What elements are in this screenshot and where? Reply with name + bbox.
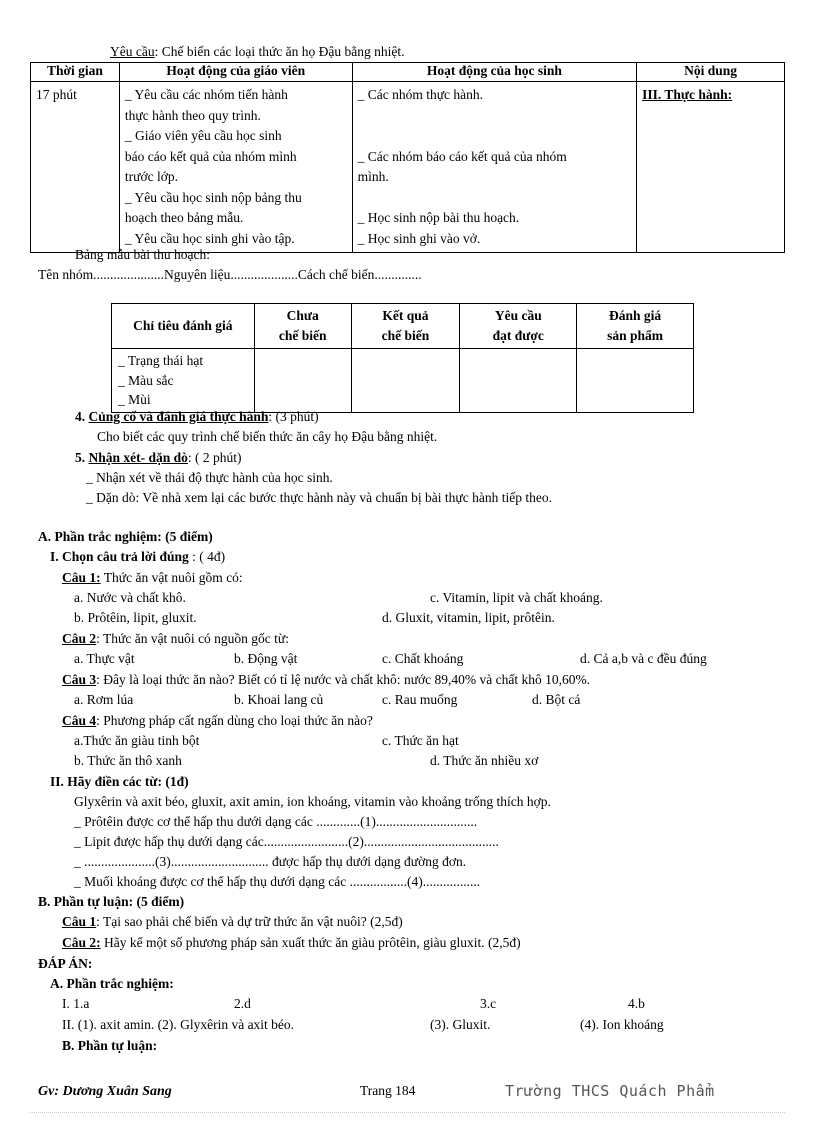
teacher-line: báo cáo kết quả của nhóm mình [124, 148, 297, 164]
criteria-item: _ Màu sắc [118, 372, 174, 388]
empty-cell [577, 349, 694, 413]
evaluation-table [111, 303, 694, 413]
time-value: 17 phút [36, 87, 77, 102]
question-4 [62, 713, 373, 729]
option-b: b. Động vật [234, 651, 298, 666]
empty-cell [351, 349, 460, 413]
question-text: : Thức ăn vật nuôi có nguồn gốc từ: [96, 631, 289, 646]
teacher-line: _ Yêu cầu các nhóm tiến hành [124, 87, 288, 102]
header-text: sản phẩm [607, 328, 664, 343]
answers-A: A. Phần trắc nghiệm: [50, 976, 174, 991]
header-text: chế biến [278, 328, 327, 343]
step5-time: : ( 2 phút) [187, 450, 242, 465]
time-cell [31, 82, 120, 253]
header-unprocessed [254, 304, 351, 349]
header-text: Chỉ tiêu đánh giá [133, 318, 233, 333]
header-text: Đánh giá [609, 308, 662, 323]
teacher-line: hoạch theo bảng mẫu. [124, 210, 244, 225]
option-b: b. Khoai lang củ [234, 692, 324, 707]
step4-text: Cho biết các quy trình chế biến thức ăn cây họ Đậu bằng nhiệt. [97, 429, 438, 444]
teacher-line: thực hành theo quy trình. [124, 107, 261, 123]
option-d: d. Thức ăn nhiều xơ [430, 753, 539, 768]
content-cell [637, 82, 785, 253]
header-content: Nội dung [637, 63, 785, 82]
step4-heading [75, 409, 319, 425]
header-text: đạt được [492, 328, 544, 343]
partA-I-title: I. Chọn câu trả lời đúng [50, 549, 189, 564]
header-criteria [112, 304, 255, 349]
partA-I-heading [50, 549, 225, 565]
student-line: _ Học sinh nộp bài thu hoạch. [357, 210, 520, 225]
question-text: Thức ăn vật nuôi gồm có: [100, 570, 243, 585]
header-teacher: Hoạt động của giáo viên [119, 63, 352, 82]
footer-author: Gv: Dương Xuân Sang [38, 1084, 172, 1099]
student-line: mình. [357, 169, 389, 184]
student-line: _ Các nhóm báo cáo kết quả của nhóm [357, 148, 567, 164]
content-heading: III. Thực hành: [642, 87, 733, 102]
question-text: Hãy kể một số phương pháp sản xuất thức ăn giàu prôtêin, giàu gluxit. (2,5đ) [100, 935, 521, 950]
option-a: a.Thức ăn giàu tinh bột [74, 733, 200, 748]
student-line: _ Học sinh ghi vào vở. [357, 230, 481, 246]
fill-line-2: _ Lipit được hấp thụ dưới dạng các.........................(2)........................................ [74, 834, 499, 849]
option-a: a. Thực vật [74, 651, 135, 666]
criteria-item: _ Trạng thái hạt [118, 353, 204, 368]
activity-table [30, 62, 785, 253]
step4-num: 4. [75, 409, 86, 424]
option-d: d. Cả a,b và c đều đúng [580, 651, 707, 666]
criteria-item: _ Mùi [118, 392, 151, 407]
teacher-line: trước lớp. [124, 169, 178, 184]
criteria-cell [112, 349, 255, 413]
partA-title: A. Phần trắc nghiệm: (5 điểm) [38, 529, 213, 544]
question-text: : Đây là loại thức ăn nào? Biết có tỉ lệ nước và chất khô: nước 89,40% và chất khô 10,60%. [96, 672, 591, 687]
header-text: chế biến [381, 328, 430, 343]
step5-num: 5. [75, 450, 86, 465]
question-label: Câu 2 [62, 631, 97, 646]
option-c: c. Thức ăn hạt [382, 733, 459, 748]
essay-question-1 [62, 914, 403, 930]
option-b: b. Thức ăn thô xanh [74, 753, 182, 768]
header-text: Yêu cầu [494, 308, 542, 323]
option-b: b. Prôtêin, lipit, gluxit. [74, 610, 197, 625]
teacher-line: _ Giáo viên yêu cầu học sinh [124, 128, 282, 143]
question-2 [62, 631, 289, 647]
header-result [351, 304, 460, 349]
fill-line-3: _ .....................(3)............................. được hấp thụ dưới dạng đường đơn. [74, 854, 467, 869]
header-assessment [577, 304, 694, 349]
empty-cell [254, 349, 351, 413]
fill-line-1: _ Prôtêin được cơ thể hấp thu dưới dạng các .............(1).............................. [74, 814, 478, 829]
question-label: Câu 1: [62, 570, 101, 585]
answer-I-3: 3.c [480, 996, 497, 1011]
form-title: Bảng mẫu bài thu hoạch: [75, 247, 210, 262]
footer-divider [30, 1112, 785, 1113]
partA-II-title: II. Hãy điền các từ: (1đ) [50, 774, 189, 789]
option-d: d. Gluxit, vitamin, lipit, prôtêin. [382, 610, 555, 625]
header-student: Hoạt động của học sinh [352, 63, 637, 82]
teacher-cell [119, 82, 352, 253]
question-label: Câu 1 [62, 914, 97, 929]
question-label: Câu 2: [62, 935, 101, 950]
empty-cell [460, 349, 577, 413]
student-cell [352, 82, 637, 253]
step4-title: Củng cố và đánh giá thực hành [88, 409, 269, 424]
partA-I-points: : ( 4đ) [188, 549, 226, 564]
step5-heading [75, 450, 242, 466]
option-c: c. Rau muống [382, 692, 458, 707]
question-1 [62, 570, 243, 586]
requirement-text: : Chế biến các loại thức ăn họ Đậu bằng nhiệt. [154, 44, 405, 59]
fill-line-4: _ Muối khoáng được cơ thể hấp thụ dưới dạng các .................(4)................. [74, 874, 481, 889]
answer-I-1: I. 1.a [62, 996, 90, 1011]
answers-title: ĐÁP ÁN: [38, 956, 93, 971]
student-line: _ Các nhóm thực hành. [357, 87, 483, 102]
answer-I-4: 4.b [628, 996, 645, 1011]
answer-II-1: II. (1). axit amin. (2). Glyxêrin và axit béo. [62, 1017, 295, 1032]
page-number: Trang 184 [360, 1083, 416, 1098]
header-text: Kết quả [382, 308, 429, 323]
question-label: Câu 4 [62, 713, 97, 728]
question-3 [62, 672, 590, 688]
requirement-line [110, 44, 404, 60]
option-c: c. Chất khoáng [382, 651, 464, 666]
header-time: Thời gian [31, 63, 120, 82]
header-text: Chưa [286, 308, 319, 323]
question-text: : Tại sao phải chế biến và dự trữ thức ăn vật nuôi? (2,5đ) [96, 914, 403, 929]
step4-time: : (3 phút) [268, 409, 319, 424]
answer-I-2: 2.d [234, 996, 251, 1011]
teacher-line: _ Yêu cầu học sinh nộp bảng thu [124, 189, 302, 205]
step5-line1: _ Nhận xét về thái độ thực hành của học sinh. [86, 470, 333, 485]
question-text: : Phương pháp cất ngấn dùng cho loại thức ăn nào? [96, 713, 373, 728]
answer-II-2: (3). Gluxit. [430, 1017, 491, 1032]
option-a: a. Rơm lúa [74, 692, 134, 707]
header-requirement [460, 304, 577, 349]
question-label: Câu 3 [62, 672, 97, 687]
footer-school: Trường THCS Quách Phẩm [505, 1082, 715, 1100]
partA-II-intro: Glyxêrin và axit béo, gluxit, axit amin, ion khoáng, vitamin vào khoảng trống thích hợp. [74, 794, 551, 809]
partB-title: B. Phần tự luận: (5 điểm) [38, 894, 185, 909]
teacher-line: _ Yêu cầu học sinh ghi vào tập. [124, 230, 295, 246]
requirement-label: Yêu cầu [110, 44, 155, 59]
step5-title: Nhận xét- dặn dò [88, 450, 188, 465]
form-line: Tên nhóm.....................Nguyên liệu....................Cách chế biến.............. [38, 267, 422, 282]
option-a: a. Nước và chất khô. [74, 590, 186, 605]
option-d: d. Bột cá [532, 692, 581, 707]
essay-question-2 [62, 935, 521, 951]
step5-line2: _ Dặn dò: Về nhà xem lại các bước thực hành này và chuẩn bị bài thực hành tiếp theo. [86, 490, 552, 505]
answers-B: B. Phần tự luận: [62, 1038, 158, 1053]
option-c: c. Vitamin, lipit và chất khoáng. [430, 590, 603, 605]
answer-II-3: (4). Ion khoáng [580, 1017, 664, 1032]
